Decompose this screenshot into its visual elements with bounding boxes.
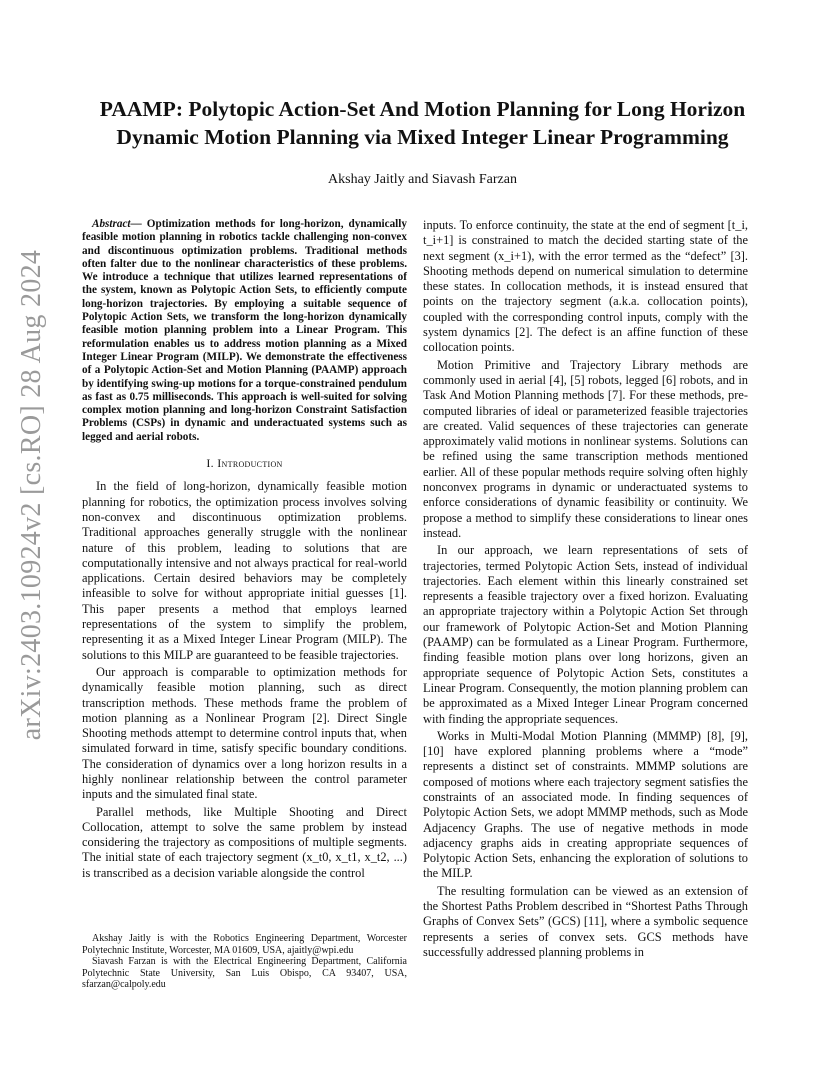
author-footnotes — [82, 933, 407, 991]
intro-paragraph-1: In the field of long-horizon, dynamically feasible motion planning for robotics, the optimization process involves solving non-convex and discontinuous optimization problems. Traditional approaches generally struggle with the nonlinear nature of this problem, leading to solutions that are computationally intensive and not always practical for real-world applications. Certain desired behaviors may be completely infeasible to solve for without appropriate initial guesses [1]. This paper presents a method that employs learned representations of the system to simplify the problem, representing it as a Mixed Integer Linear Program (MILP). The solutions to this MILP are guaranteed to be feasible trajectories. — [82, 479, 407, 662]
footnote-author-2: Siavash Farzan is with the Electrical Engineering Department, California Polytechnic State University, San Luis Obispo, CA 93407, USA, sfarzan@calpoly.edu — [82, 956, 407, 991]
footnote-author-1: Akshay Jaitly is with the Robotics Engineering Department, Worcester Polytechnic Institute, Worcester, MA 01609, USA, ajaitly@wpi.edu — [82, 933, 407, 956]
abstract-label: Abstract — [92, 218, 131, 230]
right-paragraph-5: The resulting formulation can be viewed as an extension of the Shortest Paths Problem described in “Shortest Paths Through Graphs of Convex Sets” (GCS) [11], where a symbolic sequence represents a series of convex sets. GCS methods have successfully addressed planning problems in — [423, 883, 748, 959]
intro-paragraph-2: Our approach is comparable to optimization methods for dynamically feasible motion planning, such as direct transcription methods. These methods frame the problem of motion planning as a Nonlinear Program [2]. Direct Single Shooting methods attempt to determine control inputs that, when simulated forward in time, satisfy specific boundary conditions. The consideration of dynamics over a long horizon results in a highly nonlinear relationship between the control parameter inputs and the simulated final state. — [82, 664, 407, 802]
right-column — [423, 218, 748, 962]
right-paragraph-2: Motion Primitive and Trajectory Library methods are commonly used in aerial [4], [5] robots, legged [6] robots, and in Task And Motion Planning methods [7]. For these methods, pre-computed libraries of ideal or parameterized feasible trajectories are created. Valid sequences of these trajectories can generate approximately valid motions in nonlinear systems. Solutions can be refined using the same transcription methods mentioned earlier. All of these popular methods require solving often highly nonconvex programs in dynamic or underactuated systems to enforce considerations of dynamic feasibility or continuity. We propose a method to simplify these considerations to linear ones instead. — [423, 357, 748, 540]
arxiv-identifier: arXiv:2403.10924v2 [cs.RO] 28 Aug 2024 — [16, 249, 48, 741]
paper-authors: Akshay Jaitly and Siavash Farzan — [328, 172, 517, 187]
abstract-text: — Optimization methods for long-horizon, dynamically feasible motion planning in robotics tackle challenging non-convex and discontinuous optimization problems. Traditional methods often falter due to the nonlinear characteristics of these problems. We introduce a technique that utilizes learned representations of the system, known as Polytopic Action Sets, to efficiently compute long-horizon trajectories. By employing a suitable sequence of Polytopic Action Sets, we transform the long-horizon dynamically feasible motion planning problem into a Linear Program. This reformulation enables us to address motion planning as a Mixed Integer Linear Program (MILP). We demonstrate the effectiveness of a Polytopic Action-Set and Motion Planning (PAAMP) approach by identifying swing-up motions for a torque-constrained pendulum as fast as 0.75 milliseconds. This approach is well-suited for solving complex motion planning and long-horizon Constraint Satisfaction Problems (CSPs) in dynamic and underactuated systems such as legged and aerial robots. — [82, 218, 407, 443]
right-paragraph-3: In our approach, we learn representations of sets of trajectories, termed Polytopic Action Sets, instead of individual trajectories. Each element within this linearly constrained set represents a feasible trajectory over a fixed horizon. Evaluating an appropriate trajectory within a Polytopic Action Set through our framework of Polytopic Action-Set and Motion Planning (PAAMP) can be formulated as a Linear Program. Furthermore, finding feasible motion plans over long horizons, given an appropriate sequence of Polytopic Action Sets, constitutes a Linear Program. Consequently, the motion planning problem can be approximated as a Mixed Integer Linear Program concerned with finding the appropriate sequences. — [423, 543, 748, 726]
paper-title: PAAMP: Polytopic Action-Set And Motion Planning for Long Horizon Dynamic Motion Planning via Mixed Integer Linear Programming — [99, 97, 746, 149]
right-paragraph-1: inputs. To enforce continuity, the state at the end of segment [t_i, t_i+1] is constrained to match the decided starting state of the next segment (x_i+1), with the error termed as the “defect” [3]. Shooting methods depend on numerical simulation to determine these states. In collocation methods, it is instead ensured that points on the trajectory segment (a.k.a. collocation points), coupled with the corresponding control inputs, comply with the system dynamics [2]. The defect is an affine function of these collocation points. — [423, 218, 748, 355]
abstract — [82, 218, 407, 444]
intro-paragraph-3: Parallel methods, like Multiple Shooting and Direct Collocation, attempt to solve the same problem by instead considering the trajectory as compositions of multiple segments. The initial state of each trajectory segment (x_t0, x_t1, x_t2, ...) is transcribed as a decision variable alongside the control — [82, 804, 407, 880]
left-column — [82, 218, 407, 883]
section-heading-introduction: I. Introduction — [206, 456, 283, 471]
arxiv-side-stamp — [12, 235, 52, 755]
right-paragraph-4: Works in Multi-Modal Motion Planning (MMMP) [8], [9], [10] have explored planning problems where a “mode” represents a distinct set of constraints. MMMP solutions are composed of motions where each trajectory segment satisfies the constraints of an associated mode. In finding sequences of Polytopic Action Sets, we adopt MMMP methods, such as Mode Adjacency Graphs. The use of negative methods in mode adjacency graphs aids in creating appropriate sequences of Polytopic Action Sets, enhancing the exploration of solutions to the MILP. — [423, 728, 748, 881]
